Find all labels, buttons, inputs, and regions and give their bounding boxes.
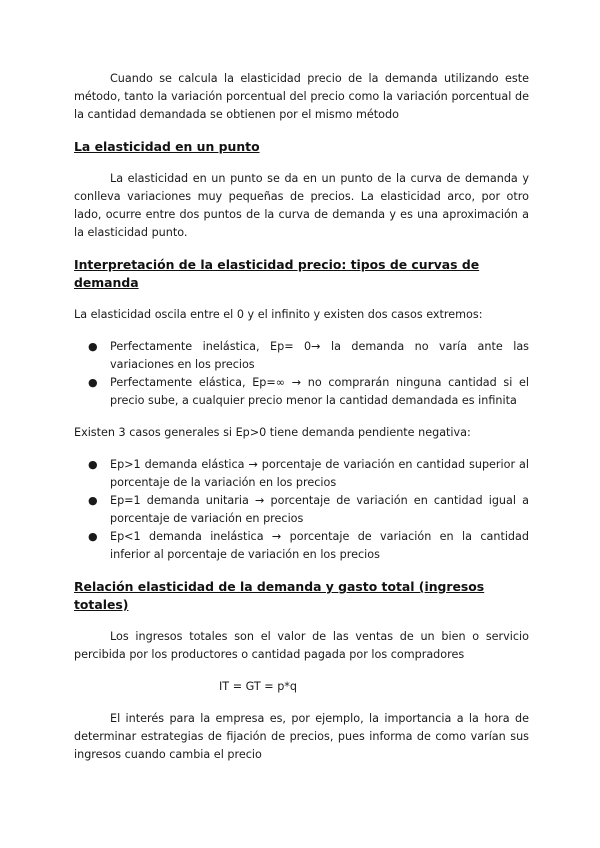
extreme-cases-list (74, 338, 529, 410)
bullet-icon: ● (88, 494, 98, 507)
list-item: ● Ep<1 demanda inelástica → porcentaje de variación en la cantidad inferior al porcentaje de variación en los precios (88, 530, 529, 561)
bullet-icon: ● (88, 340, 98, 353)
document-page (74, 70, 529, 764)
point-elasticity-paragraph: La elasticidad en un punto se da en un punto de la curva de demanda y conlleva variaciones muy pequeñas de precios. La elasticidad arco, por otro lado, ocurre entre dos puntos de la curva de demanda y es una aproximación a la elasticidad punto. (74, 172, 529, 239)
general-cases-lead: Existen 3 casos generales si Ep>0 tiene demanda pendiente negativa: (74, 426, 471, 439)
intro-paragraph: Cuando se calcula la elasticidad precio de la demanda utilizando este método, tanto la variación porcentual del precio como la variación porcentual de la cantidad demandada se obtienen por el mismo método (74, 72, 529, 121)
section-heading-demand-curves: Interpretación de la elasticidad precio: tipos de curvas de demanda (74, 257, 480, 290)
bullet-icon: ● (88, 458, 98, 471)
bullet-icon: ● (88, 530, 98, 543)
list-item: ● Perfectamente inelástica, Ep= 0→ la demanda no varía ante las variaciones en los precios (88, 340, 529, 371)
extreme-cases-lead: La elasticidad oscila entre el 0 y el infinito y existen dos casos extremos: (74, 308, 483, 321)
section-heading-point-elasticity: La elasticidad en un punto (74, 139, 260, 154)
list-item: ● Ep=1 demanda unitaria → porcentaje de variación en cantidad igual a porcentaje de variación en precios (88, 494, 529, 525)
bullet-icon: ● (88, 376, 98, 389)
general-cases-list (74, 456, 529, 564)
section-heading-total-revenue: Relación elasticidad de la demanda y gasto total (ingresos totales) (74, 579, 485, 612)
closing-paragraph: El interés para la empresa es, por ejemplo, la importancia a la hora de determinar estrategias de fijación de precios, pues informa de como varían sus ingresos cuando cambia el precio (74, 712, 529, 761)
revenue-formula: IT = GT = p*q (219, 680, 298, 693)
list-item: ● Perfectamente elástica, Ep=∞ → no comprarán ninguna cantidad si el precio sube, a cualquier precio menor la cantidad demandada es infinita (88, 376, 529, 407)
total-revenue-paragraph: Los ingresos totales son el valor de las ventas de un bien o servicio percibida por los productores o cantidad pagada por los compradores (74, 630, 529, 661)
list-item: ● Ep>1 demanda elástica → porcentaje de variación en cantidad superior al porcentaje de la variación en los precios (88, 458, 529, 489)
